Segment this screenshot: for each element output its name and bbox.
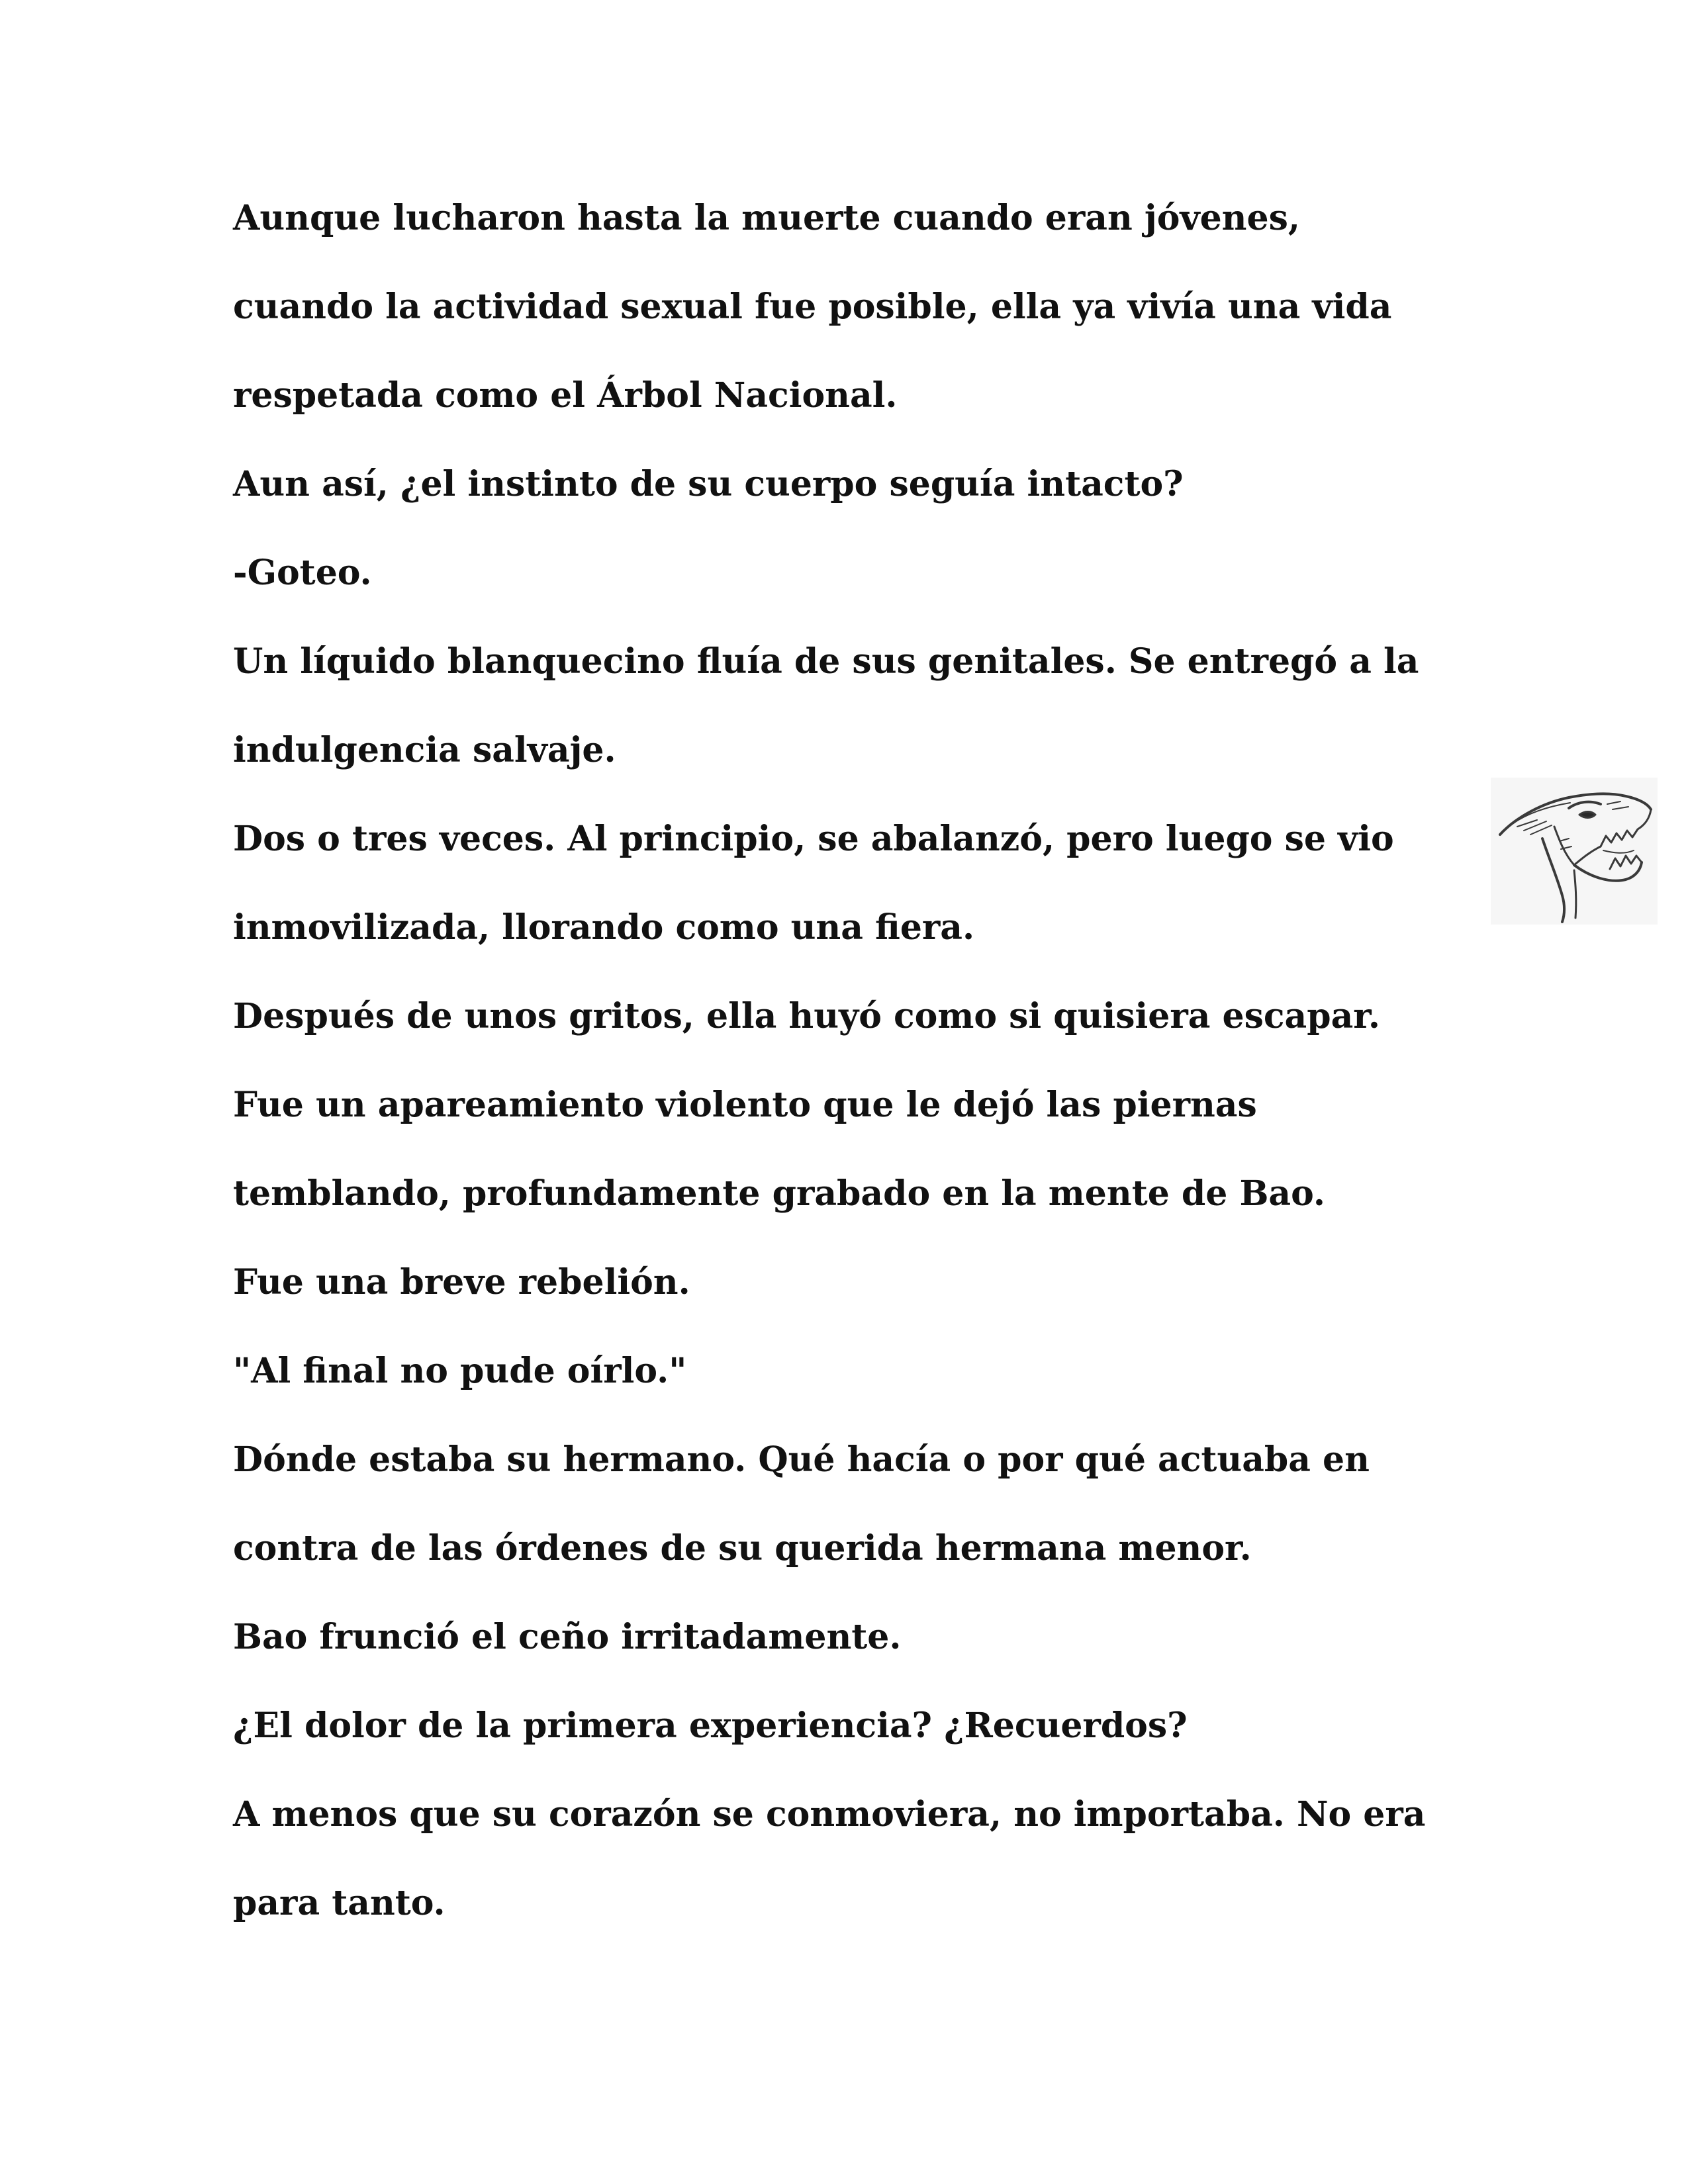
body-text [233,189,1491,1962]
text-line: Dónde estaba su hermano. Qué hacía o por qué actuaba en [233,1439,1370,1480]
text-line: Bao frunció el ceño irritadamente. [233,1617,902,1657]
text-line: "Al final no pude oírlo." [233,1351,687,1391]
dinosaur-head-icon [1491,778,1658,925]
text-line: respetada como el Árbol Nacional. [233,375,898,416]
text-line: Aun así, ¿el instinto de su cuerpo seguía intacto? [233,464,1184,504]
text-line: ¿El dolor de la primera experiencia? ¿Recuerdos? [233,1706,1188,1746]
text-line: Un líquido blanquecino fluía de sus genitales. Se entregó a la [233,641,1419,682]
text-line: -Goteo. [233,553,372,593]
text-line: Dos o tres veces. Al principio, se abalanzó, pero luego se vio [233,819,1394,859]
text-line: indulgencia salvaje. [233,730,616,770]
text-line: Fue una breve rebelión. [233,1262,690,1302]
text-line: Después de unos gritos, ella huyó como si quisiera escapar. [233,996,1381,1036]
text-line: temblando, profundamente grabado en la mente de Bao. [233,1173,1325,1214]
text-line: Aunque lucharon hasta la muerte cuando eran jóvenes, [233,198,1300,238]
text-line: Fue un apareamiento violento que le dejó las piernas [233,1085,1257,1125]
text-line: contra de las órdenes de su querida hermana menor. [233,1528,1252,1569]
text-line: cuando la actividad sexual fue posible, ella ya vivía una vida [233,287,1392,327]
text-line: para tanto. [233,1883,445,1923]
text-line: A menos que su corazón se conmoviera, no importaba. No era [233,1794,1426,1835]
text-line: inmovilizada, llorando como una fiera. [233,907,975,948]
